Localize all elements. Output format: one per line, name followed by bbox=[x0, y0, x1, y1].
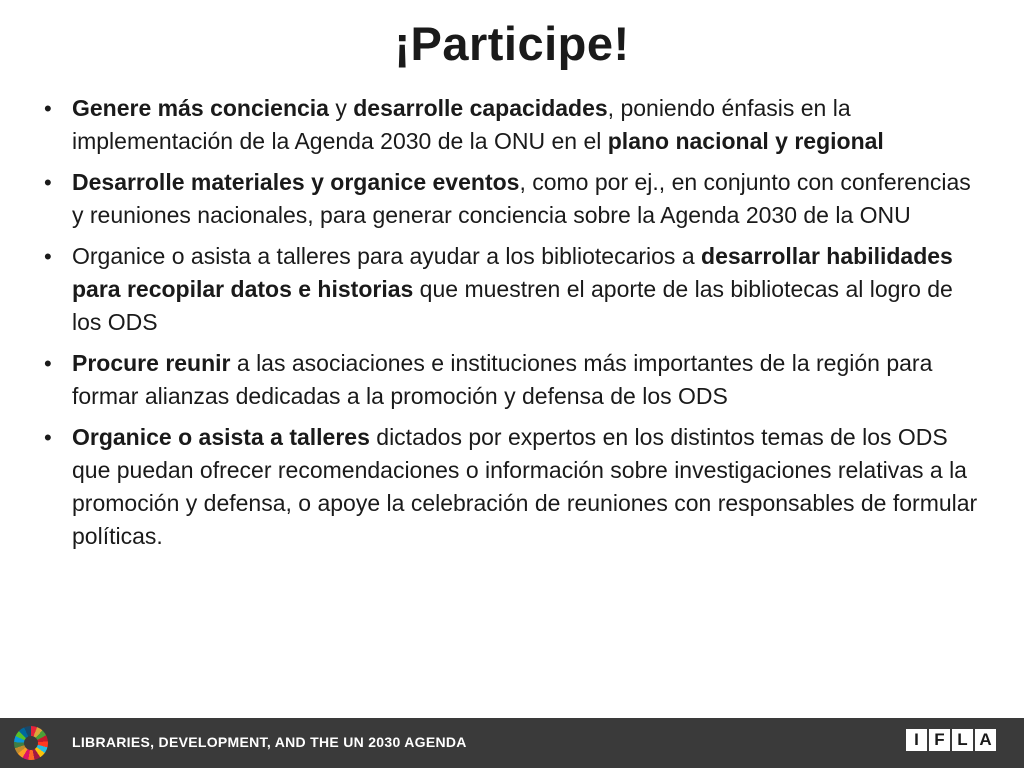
footer-text: LIBRARIES, DEVELOPMENT, AND THE UN 2030 AGENDA bbox=[72, 734, 467, 750]
bullet-dot-icon: • bbox=[44, 96, 52, 121]
logo-letter: L bbox=[952, 729, 973, 751]
bullet-text-bold: Procure reunir bbox=[72, 350, 231, 376]
logo-letter: F bbox=[929, 729, 950, 751]
bullet-text-bold: Desarrolle materiales y organice eventos bbox=[72, 169, 520, 195]
bullet-item bbox=[42, 421, 987, 553]
bullet-text: dictados por expertos en los distintos temas de los ODS que puedan ofrecer recomendaciones o información sobre investigaciones relativas a la promoción y defensa, o apoye la celebración de reuniones con responsables de formular políticas. bbox=[72, 424, 978, 549]
footer-bar bbox=[0, 718, 1024, 768]
bullet-text-bold: desarrolle capacidades bbox=[353, 95, 608, 121]
bullet-item bbox=[42, 166, 987, 232]
bullet-list bbox=[42, 92, 987, 561]
bullet-text-bold: Organice o asista a talleres bbox=[72, 424, 370, 450]
logo-letter: I bbox=[906, 729, 927, 751]
sdg-wheel-icon bbox=[14, 726, 48, 760]
bullet-dot-icon: • bbox=[44, 170, 52, 195]
slide-title: ¡Participe! bbox=[394, 17, 630, 70]
bullet-item bbox=[42, 92, 987, 158]
bullet-dot-icon: • bbox=[44, 351, 52, 376]
bullet-dot-icon: • bbox=[44, 425, 52, 450]
bullet-text-bold: desarrollar habilidades para recopilar datos e historias bbox=[72, 243, 953, 302]
bullet-text: , como por ej., en conjunto con conferencias y reuniones nacionales, para generar conciencia sobre la Agenda 2030 de la ONU bbox=[72, 169, 971, 228]
bullet-text: que muestren el aporte de las bibliotecas al logro de los ODS bbox=[72, 276, 953, 335]
ifla-logo bbox=[906, 729, 996, 751]
bullet-text: Organice o asista a talleres para ayudar a los bibliotecarios a bbox=[72, 243, 702, 269]
bullet-item bbox=[42, 240, 987, 339]
bullet-text-bold: Genere más conciencia bbox=[72, 95, 329, 121]
bullet-text: a las asociaciones e instituciones más importantes de la región para formar alianzas dedicadas a la promoción y defensa de los ODS bbox=[72, 350, 933, 409]
logo-letter: A bbox=[975, 729, 996, 751]
bullet-item bbox=[42, 347, 987, 413]
bullet-text-bold: plano nacional y regional bbox=[607, 128, 884, 154]
bullet-text: , poniendo énfasis en la implementación de la Agenda 2030 de la ONU en el bbox=[72, 95, 851, 154]
bullet-dot-icon: • bbox=[44, 244, 52, 269]
bullet-text: y bbox=[328, 95, 354, 121]
